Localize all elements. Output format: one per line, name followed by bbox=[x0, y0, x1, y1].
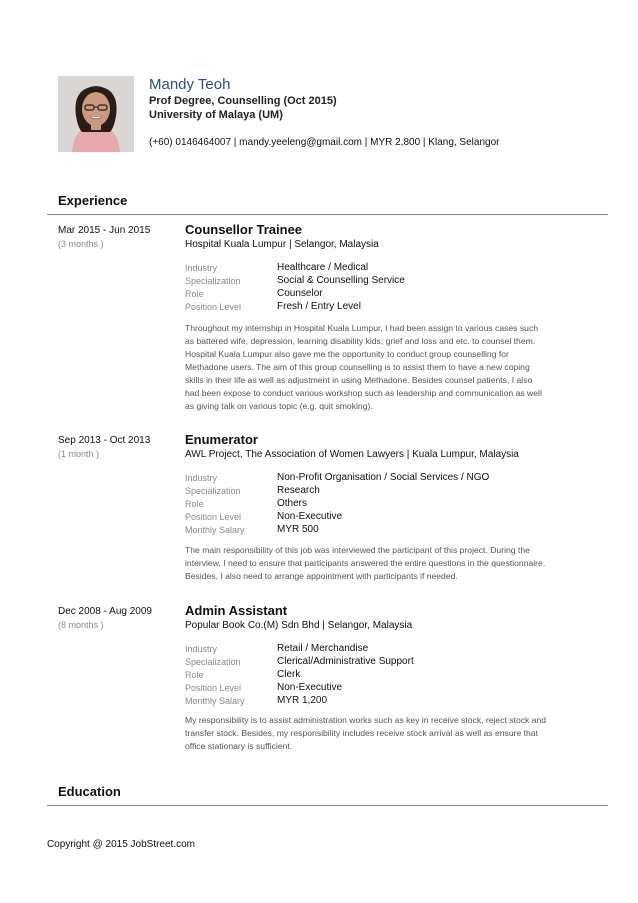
fact-value: Clerical/Administrative Support bbox=[277, 656, 414, 667]
fact-value: Research bbox=[277, 485, 320, 496]
fact-value: Social & Counselling Service bbox=[277, 275, 405, 286]
fact-row bbox=[185, 683, 605, 696]
fact-row bbox=[185, 473, 605, 486]
job-company: AWL Project, The Association of Women Lawyers | Kuala Lumpur, Malaysia bbox=[185, 449, 519, 460]
description-line: had been expose to conduct various workshop such as leadership and communication as well bbox=[185, 388, 542, 398]
fact-row bbox=[185, 289, 605, 302]
profile-photo bbox=[58, 76, 134, 152]
fact-label: Industry bbox=[185, 263, 218, 273]
job-title: Admin Assistant bbox=[185, 603, 288, 618]
experience-divider bbox=[47, 214, 608, 215]
fact-label: Position Level bbox=[185, 512, 242, 522]
fact-label: Industry bbox=[185, 473, 218, 483]
fact-value: Counselor bbox=[277, 288, 323, 299]
job-duration: (8 months ) bbox=[58, 620, 104, 630]
fact-row bbox=[185, 512, 605, 525]
candidate-contact: (+60) 0146464007 | mandy.yeeleng@gmail.com | MYR 2,800 | Klang, Selangor bbox=[149, 137, 500, 148]
job-title: Enumerator bbox=[185, 432, 258, 447]
fact-value: MYR 500 bbox=[277, 524, 319, 535]
fact-row bbox=[185, 486, 605, 499]
job-duration: (3 months ) bbox=[58, 239, 104, 249]
description-line: The main responsibility of this job was interviewed the participant of this project. During the bbox=[185, 545, 530, 555]
job-dates: Sep 2013 - Oct 2013 bbox=[58, 435, 151, 446]
fact-label: Monthly Salary bbox=[185, 525, 245, 535]
fact-value: Others bbox=[277, 498, 308, 509]
description-line: Besides, I also need to arrange appointment with participants if needed. bbox=[185, 571, 458, 581]
description-line: interview, I need to ensure that participants answered the entire questions in the questionnaire. bbox=[185, 558, 546, 568]
fact-row bbox=[185, 525, 605, 538]
fact-row bbox=[185, 670, 605, 683]
fact-value: Clerk bbox=[277, 669, 301, 680]
fact-label: Specialization bbox=[185, 276, 241, 286]
fact-label: Role bbox=[185, 289, 204, 299]
fact-label: Specialization bbox=[185, 486, 241, 496]
job-duration: (1 month ) bbox=[58, 449, 100, 459]
job-description bbox=[185, 544, 590, 583]
fact-value: Non-Profit Organisation / Social Services / NGO bbox=[277, 472, 490, 483]
fact-row bbox=[185, 657, 605, 670]
education-divider bbox=[47, 805, 608, 806]
fact-label: Role bbox=[185, 499, 204, 509]
job-facts bbox=[185, 263, 605, 315]
job-description bbox=[185, 714, 590, 753]
fact-value: Healthcare / Medical bbox=[277, 262, 369, 273]
job-dates: Dec 2008 - Aug 2009 bbox=[58, 606, 152, 617]
candidate-degree: Prof Degree, Counselling (Oct 2015) bbox=[149, 95, 337, 107]
fact-label: Position Level bbox=[185, 683, 242, 693]
fact-value: MYR 1,200 bbox=[277, 695, 328, 706]
job-description bbox=[185, 322, 590, 413]
description-line: as battered wife, depression, learning disability kids, grief and loss and etc. to counsel them. bbox=[185, 336, 536, 346]
job-facts bbox=[185, 473, 605, 538]
candidate-university: University of Malaya (UM) bbox=[149, 109, 283, 121]
job-title: Counsellor Trainee bbox=[185, 222, 303, 237]
fact-label: Specialization bbox=[185, 657, 241, 667]
copyright-notice: Copyright @ 2015 JobStreet.com bbox=[47, 839, 196, 850]
job-company: Hospital Kuala Lumpur | Selangor, Malaysia bbox=[185, 239, 379, 250]
fact-label: Monthly Salary bbox=[185, 696, 245, 706]
description-line: Hospital Kuala Lumpur also gave me the opportunity to conduct group counselling for bbox=[185, 349, 509, 359]
fact-value: Non-Executive bbox=[277, 511, 343, 522]
fact-label: Industry bbox=[185, 644, 218, 654]
education-heading: Education bbox=[58, 784, 121, 799]
experience-heading: Experience bbox=[58, 193, 128, 208]
description-line: skills in their life as well as adjustment in using Methadone. Besides counsel patients, I also bbox=[185, 375, 533, 385]
description-line: Throughout my internship in Hospital Kuala Lumpur, I had been assign to various cases such bbox=[185, 323, 539, 333]
description-line: My responsibility is to assist administration works such as key in receive stock, reject stock and bbox=[185, 715, 547, 725]
description-line: transfer stock. Besides, my responsibility includes receive stock arrival as well as ensure that bbox=[185, 728, 538, 738]
fact-row bbox=[185, 499, 605, 512]
profile-photo-image bbox=[58, 76, 134, 152]
job-company: Popular Book Co.(M) Sdn Bhd | Selangor, Malaysia bbox=[185, 620, 413, 631]
description-line: Methadone users. The aim of this group counselling is to assist them to have a new coping bbox=[185, 362, 530, 372]
candidate-name: Mandy Teoh bbox=[149, 76, 231, 93]
fact-value: Non-Executive bbox=[277, 682, 343, 693]
fact-row bbox=[185, 276, 605, 289]
description-line: as giving talk on various topic (e.g. quit smoking). bbox=[185, 401, 373, 411]
fact-label: Position Level bbox=[185, 302, 242, 312]
fact-value: Fresh / Entry Level bbox=[277, 301, 361, 312]
fact-row bbox=[185, 696, 605, 709]
fact-row bbox=[185, 302, 605, 315]
fact-label: Role bbox=[185, 670, 204, 680]
description-line: office stationary is sufficient. bbox=[185, 741, 293, 751]
job-dates: Mar 2015 - Jun 2015 bbox=[58, 225, 151, 236]
fact-value: Retail / Merchandise bbox=[277, 643, 369, 654]
job-facts bbox=[185, 644, 605, 709]
